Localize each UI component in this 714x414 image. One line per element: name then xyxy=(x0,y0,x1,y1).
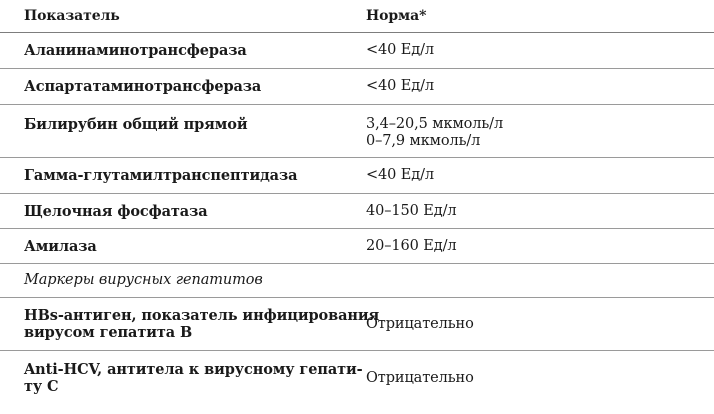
table-row xyxy=(0,33,714,69)
indicator-name xyxy=(0,361,364,395)
norm-value xyxy=(364,112,714,150)
norm-value: <40 Ед/л xyxy=(366,78,435,94)
table-row xyxy=(0,69,714,105)
norm-value: 40–150 Ед/л xyxy=(366,202,457,219)
indicator-name: Гамма-глутамилтранспептидаза xyxy=(24,167,298,184)
indicator-name-line: HBs-антиген, показатель инфицирования xyxy=(24,307,380,324)
table-row xyxy=(0,351,714,405)
indicator-name-line: вирусом гепатита В xyxy=(24,324,193,341)
indicator-name: Аспартатаминотрансфераза xyxy=(24,78,262,95)
indicator-name: Аланинаминотрансфераза xyxy=(24,42,247,59)
indicator-name-line: Anti-HCV, антитела к вирусному гепати- xyxy=(24,361,363,378)
norm-value: <40 Ед/л xyxy=(366,167,435,183)
indicator-name-line: ту С xyxy=(24,378,59,395)
header-norm: Норма* xyxy=(366,8,427,24)
section-heading xyxy=(0,264,714,298)
indicator-name xyxy=(0,307,380,341)
norm-line: 0–7,9 мкмоль/л xyxy=(366,133,481,149)
table-row xyxy=(0,158,714,194)
table-row xyxy=(0,229,714,264)
indicator-name: Билирубин общий прямой xyxy=(24,116,248,133)
table-row xyxy=(0,105,714,158)
table-row xyxy=(0,194,714,229)
indicator-name: Щелочная фосфатаза xyxy=(24,202,208,220)
norm-value: <40 Ед/л xyxy=(366,42,435,58)
table-row xyxy=(0,298,714,351)
norm-value: 20–160 Ед/л xyxy=(366,237,457,254)
header-indicator: Показатель xyxy=(24,8,120,24)
norm-value: Отрицательно xyxy=(366,315,474,332)
norm-value: Отрицательно xyxy=(366,369,474,386)
table-header xyxy=(0,0,714,33)
section-title: Маркеры вирусных гепатитов xyxy=(24,272,263,288)
indicator-name: Амилаза xyxy=(24,237,97,255)
norm-line: 3,4–20,5 мкмоль/л xyxy=(366,116,504,132)
